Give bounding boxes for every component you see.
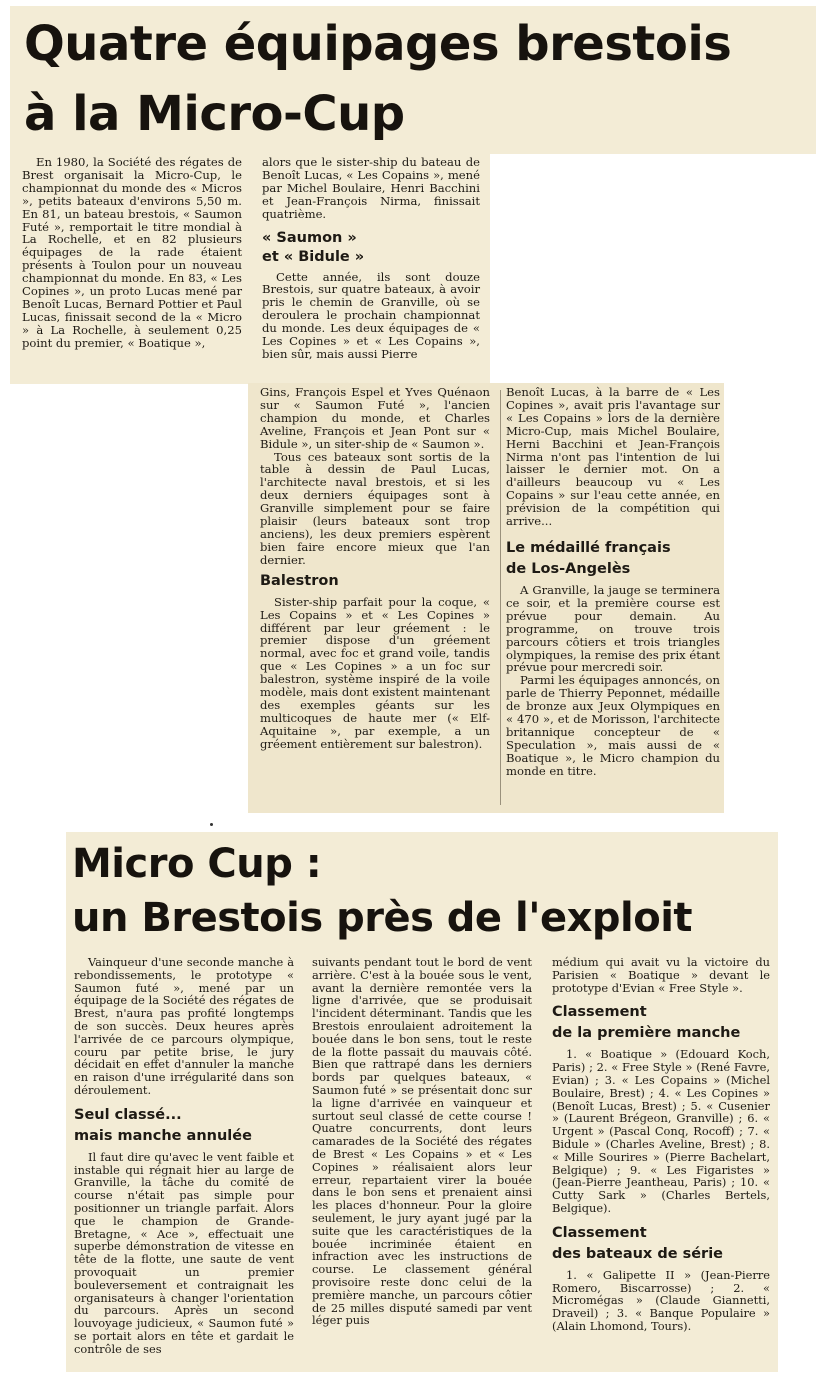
article1-col4-paragraph-2: A Granville, la jauge se terminera ce soir, et la première course est prévue pour demain. Au programme, on trouve trois parcours côtiers et trois triangles olympiques, la remise des prix étant prévue pour mercredi soir.	[506, 582, 720, 675]
article2-subhead-3	[552, 1223, 770, 1265]
article1-title-line2: à la Micro-Cup	[24, 86, 405, 142]
article1-subhead-3-line2: de Los-Angelès	[506, 560, 631, 577]
article1-col4-paragraph-3: Parmi les équipages annoncés, on parle de Thierry Peponnet, médaille de bronze aux Jeux Olympiques en « 470 », et de Morisson, l'architecte britannique concepteur de « Speculation », mais aussi de « Boatique », le Micro champion du monde en titre.	[506, 673, 720, 778]
article2-column-2	[312, 956, 532, 1327]
article1-subhead-1-line2: et « Bidule »	[262, 248, 365, 265]
article2-subhead-3-line2: des bateaux de série	[552, 1245, 724, 1262]
article2-title-line1: Micro Cup :	[72, 841, 322, 887]
article1-col3-paragraph-3: Sister-ship parfait pour la coque, « Les Copains » et « Les Copines » différent par leur gréement : le premier dispose d'un gréement normal, avec foc et grand voile, tandis que « Les Copines » a un foc sur balestron, système inspiré de la voile modèle, mais dont existent maintenant des exemples géants sur les multicoques de haute mer (« Elf-Aquitaine », par exemple, a un gréement entièrement sur balestron).	[260, 594, 490, 751]
article2-col3-paragraph-2: 1. « Boatique » (Edouard Koch, Paris) ; 2. « Free Style » (René Favre, Evian) ; 3. « Les Copains » (Michel Boulaire, Brest) ; 4. « Les Copines » (Benoît Lucas, Brest) ; 5. « Cusenier » (Laurent Brégeon, Granville) ; 6. « Urgent » (Pascal Conq, Rocoff) ; 7. « Bidule » (Charles Aveline, Brest) ; 8. « Mille Sourires » (Pierre Bachelart, Belgique) ; 9. « Les Figaristes » (Jean-Pierre Jeantheau, Paris) ; 10. « Cutty Sark » (Charles Bertels, Belgique).	[552, 1047, 770, 1215]
article2-subhead-1	[74, 1105, 294, 1147]
article1-column-2	[262, 156, 480, 361]
article1-subhead-1-line1: « Saumon »	[262, 229, 357, 246]
article1-column-1	[22, 156, 242, 350]
article2-column-3	[552, 956, 770, 1333]
article2-col1-paragraph-1: Vainqueur d'une seconde manche à rebondissements, le prototype « Saumon futé », mené par un équipage de la Société des régates de Brest, n'aura pas profité longtemps de son succès. Deux heures après l'arrivée de ce parcours olympique, couru par petite brise, le jury décidait en effet d'annuler la manche en raison d'une irrégularité dans son déroulement.	[74, 955, 294, 1097]
article1-col2-paragraph-2: Cette année, ils sont douze Brestois, sur quatre bateaux, à avoir pris le chemin de Granville, où se deroulera le prochain championnat du monde. Les deux équipages de « Les Copines » et « Les Copains », bien sûr, mais aussi Pierre	[262, 269, 480, 361]
article1-col3-paragraph-2: Tous ces bateaux sont sortis de la table à dessin de Paul Lucas, l'architecte naval brestois, et si les deux derniers équipages sont à Granville simplement pour se faire plaisir (leurs bateaux sont trop anciens), les deux premiers espèrent bien faire encore mieux que l'an dernier.	[260, 449, 490, 567]
print-speck	[210, 823, 213, 826]
article1-col4-paragraph-1: Benoît Lucas, à la barre de « Les Copines », avait pris l'avantage sur « Les Copains » lors de la dernière Micro-Cup, mais Michel Boulaire, Herni Bacchini et Jean-François Nirma n'ont pas l'intention de lui laisser le dernier mot. On a d'ailleurs beaucoup vu « Les Copains » sur l'eau cette année, en prévision de la compétition qui arrive...	[506, 385, 720, 529]
article1-col3-paragraph-1: Gins, François Espel et Yves Quénaon sur « Saumon Futé », l'ancien champion du monde, et Charles Aveline, François et Jean Pont sur « Bidule », un siter-ship de « Saumon ».	[260, 385, 490, 451]
article2-subhead-1-line2: mais manche annulée	[74, 1127, 252, 1144]
article2-subhead-1-line1: Seul classé...	[74, 1106, 182, 1123]
article2-col3-paragraph-1: médium qui avait vu la victoire du Parisien « Boatique » devant le prototype d'Evian « Free Style ».	[552, 955, 770, 995]
article2-col3-paragraph-3: 1. « Galipette II » (Jean-Pierre Romero, Biscarrosse) ; 2. « Micromégas » (Claude Giannetti, Draveil) ; 3. « Banque Populaire » (Alain Lhomond, Tours).	[552, 1267, 770, 1333]
article2-subhead-2-line2: de la première manche	[552, 1025, 741, 1042]
article1-column-divider	[500, 390, 501, 805]
article1-subhead-3-line1: Le médaillé français	[506, 539, 671, 556]
article2-subhead-3-line1: Classement	[552, 1224, 647, 1241]
article2-col1-paragraph-2: Il faut dire qu'avec le vent faible et instable qui régnait hier au large de Granville, la tâche du comité de course n'était pas simple pour positionner un triangle parfait. Alors que le champion de Grande-Bretagne, « Ace », effectuait une superbe démonstration de vitesse en tête de la flotte, une saute de vent provoquait un premier bouleversement et contraignait les organisateurs à changer l'orientation du parcours. Après un second louvoyage judicieux, « Saumon futé » se portait alors en tête et gardait le contrôle de ses	[74, 1149, 294, 1356]
article2-subhead-2-line1: Classement	[552, 1004, 647, 1021]
article1-column-3	[260, 386, 490, 751]
article1-subhead-2: Balestron	[260, 572, 339, 589]
article1-subhead-1	[262, 229, 480, 267]
article1-title-line1: Quatre équipages brestois	[24, 16, 732, 72]
article2-column-1	[74, 956, 294, 1356]
article1-col2-paragraph-1: alors que le sister-ship du bateau de Benoît Lucas, « Les Copains », mené par Michel Boulaire, Henri Bacchini et Jean-François Nirma, finissait quatrième.	[262, 155, 480, 221]
article1-subhead-3	[506, 538, 720, 580]
article2-subhead-2	[552, 1002, 770, 1044]
article2-title-line2: un Brestois près de l'exploit	[72, 895, 693, 941]
article2-col2-paragraph-1: suivants pendant tout le bord de vent arrière. C'est à la bouée sous le vent, avant la dernière remontée vers la ligne d'arrivée, que se produisait l'incident déterminant. Tandis que les Brestois enroulaient adroitement la bouée dans le bon sens, tout le reste de la flotte passait du mauvais côté. Bien que rattrapé dans les derniers bords par quelques bateaux, « Saumon futé » se présentait donc sur la ligne d'arrivée en vainqueur et surtout seul classé de cette course ! Quatre concurrents, dont leurs camarades de la Société des régates de Brest « Les Copains » et « Les Copines » réalisaient alors leur erreur, repartaient virer la bouée dans le bon sens et prenaient ainsi les places d'honneur. Pour la gloire seulement, le jury ayant jugé par la suite que les caractéristiques de la bouée incriminée étaient en infraction avec les instructions de course. Le classement général provisoire reste donc celui de la première manche, un parcours côtier de 25 milles disputé samedi par vent léger puis	[312, 955, 532, 1328]
article1-col1-paragraph: En 1980, la Société des régates de Brest organisait la Micro-Cup, le championnat du monde des « Micros », petits bateaux d'environs 5,50 m. En 81, un bateau brestois, « Saumon Futé », remportait le titre mondial à La Rochelle, et en 82 plusieurs équipages de la rade étaient présents à Toulon pour un nouveau championnat du monde. En 83, « Les Copines », un proto Lucas mené par Benoît Lucas, Bernard Pottier et Paul Lucas, finissait second de la « Micro » à La Rochelle, à seulement 0,25 point du premier, « Boatique »,	[22, 155, 242, 350]
article1-column-4	[506, 386, 720, 778]
